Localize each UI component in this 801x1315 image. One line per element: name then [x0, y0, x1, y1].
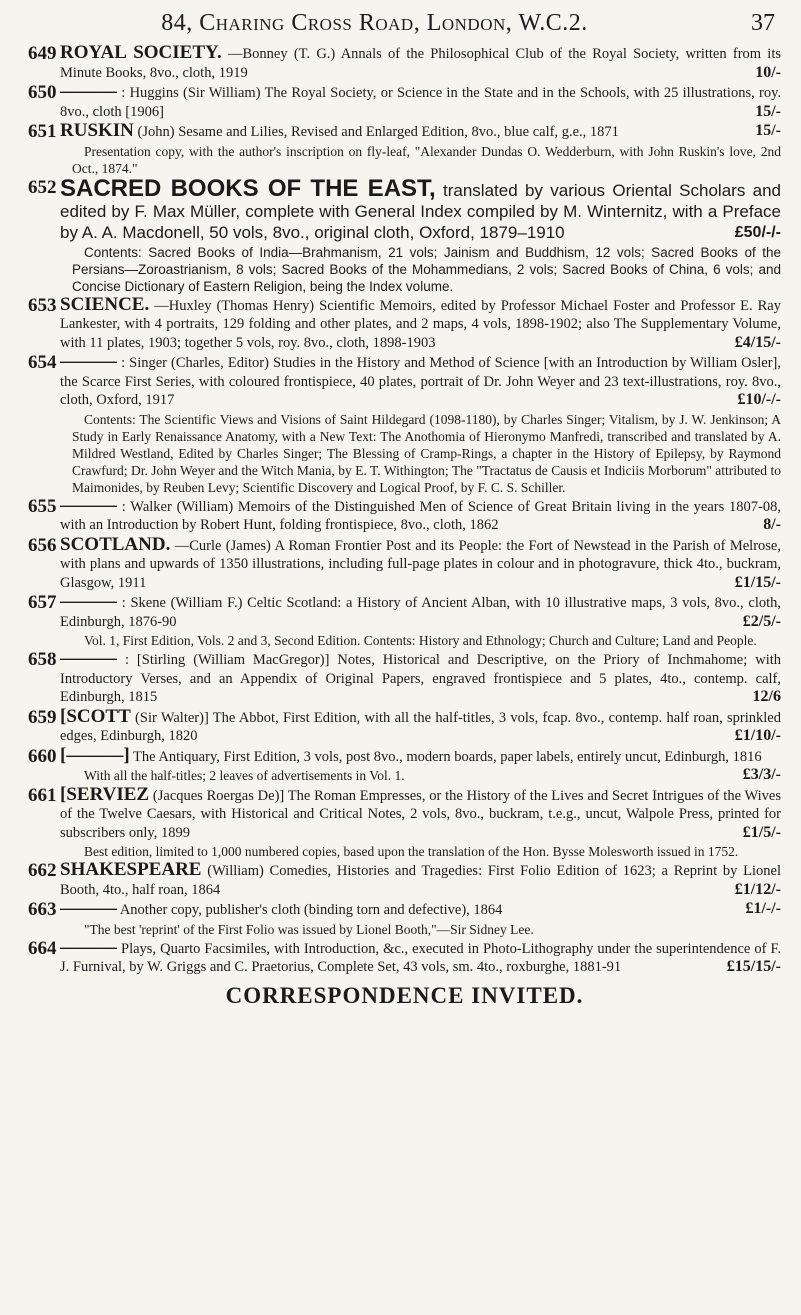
entry-price: £15/15/-	[726, 958, 781, 975]
running-title: 84, Charing Cross Road, London, W.C.2.	[161, 10, 588, 36]
entry-description	[60, 744, 781, 785]
entry-description	[60, 353, 781, 496]
entry-body: : [Stirling (William MacGregor)] Notes, Historical and Descriptive, on the Priory of Inchmahome; with Introductory Verses, and an Appendix of Original Papers, engraved frontispiece and 5 plates, 4to., contemp. calf, Edinburgh, 1815	[60, 652, 781, 705]
entry-heading: ———	[60, 81, 117, 102]
entry-body: —Huxley (Thomas Henry) Scientific Memoirs, edited by Professor Michael Foster and Professor E. Ray Lankester, with 4 portraits, 129 folding and other plates, and 2 maps, 4 vols, 1898-1902; also The Supplementary Volume, with 11 plates, 1903; together 5 vols, roy. 8vo., cloth, 1898-1903	[60, 297, 781, 351]
entry-heading: [SCOTT	[60, 705, 131, 727]
catalogue-entry	[28, 174, 781, 295]
entry-heading: ———	[60, 351, 117, 372]
entry-description	[60, 936, 782, 977]
entry-description	[60, 44, 781, 82]
entry-description	[60, 861, 781, 899]
entry-description	[60, 650, 781, 707]
entry-description	[60, 593, 781, 649]
entry-number: 663	[28, 899, 57, 920]
page-number: 37	[751, 10, 775, 36]
entry-price: £1/15/-	[734, 573, 781, 591]
entry-number: 662	[28, 860, 57, 881]
catalogue-entry	[28, 705, 781, 746]
entry-description	[60, 533, 781, 593]
entry-body: The Antiquary, First Edition, 3 vols, post 8vo., modern boards, paper labels, entirely uncut, Edinburgh, 1816	[133, 748, 762, 765]
entry-price: £4/15/-	[734, 333, 781, 351]
entry-price: 12/6	[752, 688, 781, 705]
catalogue-entry	[28, 744, 781, 785]
entry-heading: ———	[60, 648, 117, 669]
catalogue-entry	[28, 293, 781, 353]
entry-number: 659	[28, 706, 57, 728]
entry-number: 664	[28, 937, 57, 959]
entry-number: 657	[28, 592, 57, 613]
entry-price: 15/-	[755, 122, 781, 139]
entry-description	[60, 783, 782, 861]
catalogue-entry	[28, 936, 782, 977]
entry-description	[60, 174, 781, 295]
entry-heading: [———]	[60, 744, 130, 766]
entry-body: : Skene (William F.) Celtic Scotland: a History of Ancient Alban, with 10 illustrative maps, 3 vols, 8vo., cloth, Edinburgh, 1876-90	[60, 595, 781, 630]
catalogue-entry	[28, 353, 781, 496]
entry-price: £10/-/-	[737, 391, 781, 408]
entry-number: 652	[28, 176, 57, 198]
entry-heading: ———	[60, 898, 117, 919]
entry-heading: SCOTLAND.	[60, 533, 171, 555]
entry-number: 653	[28, 294, 57, 316]
entry-heading: SCIENCE.	[60, 293, 150, 315]
entry-note: "The best 'reprint' of the First Folio was issued by Lionel Booth,"—Sir Sidney Lee.	[84, 921, 534, 937]
entry-body: (John) Sesame and Lilies, Revised and Enlarged Edition, 8vo., blue calf, g.e., 1871	[137, 124, 619, 140]
entry-price: 10/-	[755, 63, 781, 81]
entry-note: Contents: Sacred Books of India—Brahmanism, 21 vols; Jainism and Buddhism, 12 vols; Sacred Books of the Persians—Zoroastrianism, 8 vols; Sacred Books of the Mohammedians, 2 vols; Sacred Books of China, 6 vols; and Concise Dictionary of Eastern Religion, being the Index volume.	[72, 244, 781, 294]
entry-price: £1/10/-	[734, 727, 781, 744]
entry-price: £1/-/-	[745, 900, 781, 917]
entry-number: 656	[28, 534, 57, 556]
entry-heading: SHAKESPEARE	[60, 859, 202, 880]
entry-body: —Bonney (T. G.) Annals of the Philosophical Club of the Royal Society, written from its Minute Books, 8vo., cloth, 1919	[60, 46, 782, 81]
entry-heading: ———	[60, 494, 117, 516]
entry-note: Presentation copy, with the author's inscription on fly-leaf, "Alexander Dundas O. Wedderburn, with John Ruskin's love, 2nd Oct., 1874."	[72, 143, 781, 176]
entry-price: £1/5/-	[742, 823, 781, 841]
catalogue-entry	[28, 900, 781, 938]
catalogue-entries	[28, 44, 781, 977]
catalogue-entry	[28, 494, 781, 535]
catalogue-entry	[28, 783, 782, 861]
entry-body: (Jacques Roergas De)] The Roman Empresses, or the History of the Lives and Secret Intrigues of the Wives of the Twelve Caesars, with Historical and Critical Notes, 2 vols, 8vo., buckram, t.e.g., uncut, Walpole Press, printed for subscribers only, 1899	[60, 787, 782, 841]
entry-number: 654	[28, 352, 57, 373]
entry-body: —Curle (James) A Roman Frontier Post and its People: the Fort of Newstead in the Parish of Melrose, with plans and upwards of 1350 illustrations, including full-page plates in colour and in photogravure, thick 4to., buckram, Glasgow, 1911	[60, 537, 781, 591]
entry-note: Best edition, limited to 1,000 numbered copies, based upon the translation of the Hon. Bysse Molesworth issued in 1752.	[84, 844, 739, 859]
entry-description	[60, 122, 781, 177]
entry-heading: [SERVIEZ	[60, 783, 150, 805]
entry-body: : Huggins (Sir William) The Royal Society, or Science in the State and in the Schools, with 25 illustrations, roy. 8vo., cloth [1906]	[60, 85, 782, 120]
entry-description	[60, 494, 781, 535]
entry-price: 8/-	[763, 516, 781, 533]
entry-description	[60, 83, 781, 121]
entry-body: (William) Comedies, Histories and Tragedies: First Folio Edition of 1623; a Reprint by Lionel Booth, 4to., half roan, 1864	[60, 863, 782, 898]
entry-price: £2/5/-	[742, 612, 781, 630]
entry-body: : Singer (Charles, Editor) Studies in the History and Method of Science [with an Introduction by William Osler], the Scarce First Series, with coloured frontispiece, 40 plates, portrait of Dr. John Weyer and 23 text-illustrations, roy. 8vo., cloth, Oxford, 1917	[60, 355, 782, 408]
entry-description	[60, 900, 781, 938]
entry-body: (Sir Walter)] The Abbot, First Edition, with all the half-titles, 3 vols, fcap. 8vo., contemp. half roan, sprinkled edges, Edinburgh, 1820	[60, 709, 781, 744]
entry-number: 651	[28, 121, 57, 142]
page-header	[28, 8, 781, 44]
entry-description	[60, 293, 781, 353]
catalogue-entry	[28, 650, 781, 707]
entry-price: 15/-	[755, 102, 781, 120]
entry-number: 655	[28, 495, 57, 517]
entry-description	[60, 705, 781, 746]
entry-body: Another copy, publisher's cloth (binding torn and defective), 1864	[119, 902, 503, 918]
footer-notice: CORRESPONDENCE INVITED.	[225, 982, 584, 1008]
entry-note: Vol. 1, First Edition, Vols. 2 and 3, Second Edition. Contents: History and Ethnology; Church and Culture; Land and People.	[84, 633, 757, 648]
entry-price: £1/12/-	[734, 880, 781, 898]
catalogue-entry	[28, 83, 781, 121]
entry-number: 650	[28, 82, 57, 103]
catalogue-entry	[28, 861, 781, 899]
entry-heading: RUSKIN	[60, 120, 134, 141]
catalogue-entry	[28, 533, 781, 593]
entry-number: 658	[28, 649, 57, 670]
catalogue-entry	[28, 44, 781, 82]
entry-heading: ———	[60, 936, 117, 958]
entry-number: 649	[28, 43, 57, 64]
entry-heading: SACRED BOOKS OF THE EAST,	[60, 174, 436, 202]
entry-number: 660	[28, 745, 57, 767]
catalogue-entry	[28, 122, 781, 177]
entry-heading: ROYAL SOCIETY.	[60, 42, 222, 63]
entry-body: translated by various Oriental Scholars and edited by F. Max Müller, complete with General Index compiled by M. Winternitz, with a Preface by A. A. Macdonell, 50 vols, 8vo., original cloth, Oxford, 1879–1910	[60, 180, 781, 242]
entry-heading: ———	[60, 591, 117, 612]
entry-note: Contents: The Scientific Views and Visions of Saint Hildegard (1098-1180), by Charles Singer; Vitalism, by J. W. Jenkinson; A Study in Early Renaissance Anatomy, with a New Text: The Anothomia of Hieronymo Manfredi, transcribed and translated by A. Mildred Westland, Edited by Charles Singer; The Blessing of Cramp-Rings, a chapter in the History of Epilepsy, by Raymond Crawfurd; Dr. John Weyer and the Witch Mania, by E. T. Withington; The "Tractatus de Causis et Indiciis Morborum" attributed to Maimonides, by Reuben Levy; Scientific Discovery and Logical Proof, by F. C. S. Schiller.	[72, 411, 781, 495]
entry-body: : Walker (William) Memoirs of the Distinguished Men of Science of Great Britain living in the years 1807-08, with an Introduction by Robert Hunt, folding frontispiece, 8vo., cloth, 1862	[60, 498, 781, 533]
entry-body: Plays, Quarto Facsimiles, with Introduction, &c., executed in Photo-Lithography under the superintendence of F. J. Furnival, by W. Griggs and C. Praetorius, Complete Set, 43 vols, sm. 4to., roxburghe, 1881-91	[60, 940, 782, 975]
entry-number: 661	[28, 784, 57, 806]
entry-note: With all the half-titles; 2 leaves of advertisements in Vol. 1.	[84, 768, 405, 783]
entry-price: £3/3/-	[742, 766, 781, 783]
catalogue-entry	[28, 593, 781, 649]
entry-price: £50/-/-	[734, 223, 781, 241]
